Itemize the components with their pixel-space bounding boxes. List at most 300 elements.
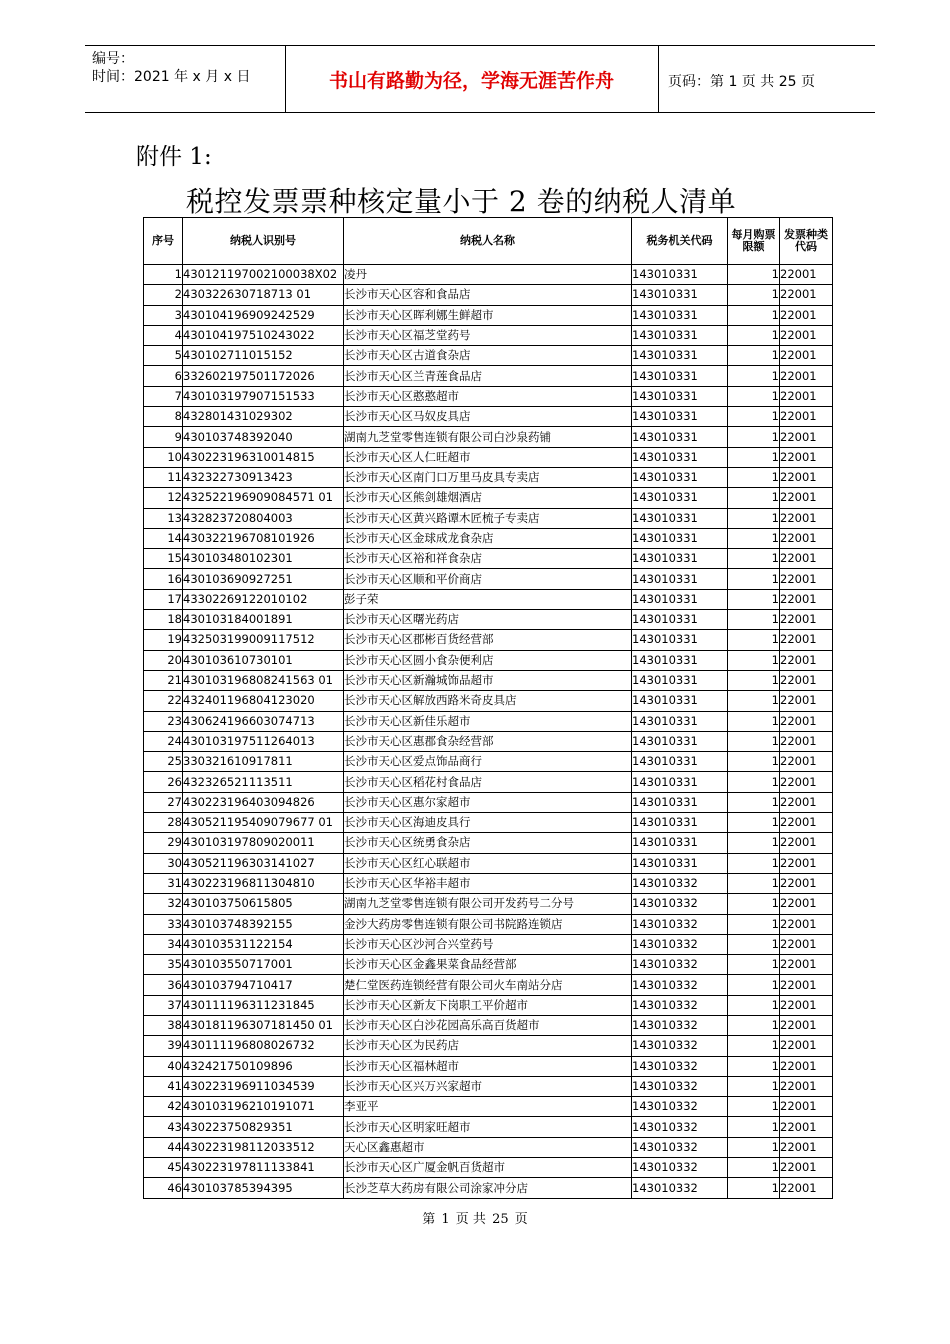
cell-monthly-limit: 1 (728, 630, 780, 650)
table-row (144, 1076, 833, 1096)
cell-seq: 10 (144, 447, 183, 467)
cell-invoice-type: 22001 (780, 873, 833, 893)
cell-seq: 37 (144, 995, 183, 1015)
cell-taxpayer-id: 432326521113511 (183, 772, 344, 792)
cell-invoice-type: 22001 (780, 833, 833, 853)
footer-prefix: 第 (422, 1212, 436, 1227)
cell-monthly-limit: 1 (728, 1137, 780, 1157)
table-row (144, 427, 833, 447)
cell-seq: 3 (144, 305, 183, 325)
cell-monthly-limit: 1 (728, 1056, 780, 1076)
cell-tax-office-code: 143010331 (632, 833, 728, 853)
table-row (144, 1178, 833, 1198)
cell-taxpayer-name: 长沙市天心区为民药店 (344, 1036, 632, 1056)
cell-taxpayer-name: 长沙市天心区兴万兴家超市 (344, 1076, 632, 1096)
cell-seq: 23 (144, 711, 183, 731)
cell-monthly-limit: 1 (728, 914, 780, 934)
cell-monthly-limit: 1 (728, 467, 780, 487)
cell-taxpayer-id: 432801431029302 (183, 407, 344, 427)
cell-tax-office-code: 143010332 (632, 995, 728, 1015)
cell-tax-office-code: 143010331 (632, 569, 728, 589)
cell-invoice-type: 22001 (780, 569, 833, 589)
cell-taxpayer-name: 长沙市天心区稻花村食品店 (344, 772, 632, 792)
cell-monthly-limit: 1 (728, 752, 780, 772)
page-footer (0, 1208, 950, 1227)
cell-taxpayer-name: 长沙市天心区白沙花园高乐高百货超市 (344, 1015, 632, 1035)
cell-seq: 44 (144, 1137, 183, 1157)
cell-tax-office-code: 143010332 (632, 1097, 728, 1117)
cell-seq: 43 (144, 1117, 183, 1137)
cell-taxpayer-name: 长沙市天心区晖利娜生鲜超市 (344, 305, 632, 325)
cell-tax-office-code: 143010331 (632, 630, 728, 650)
cell-invoice-type: 22001 (780, 386, 833, 406)
cell-seq: 18 (144, 610, 183, 630)
cell-monthly-limit: 1 (728, 1015, 780, 1035)
cell-taxpayer-name: 长沙市天心区明家旺超市 (344, 1117, 632, 1137)
cell-taxpayer-id: 430223196911034539 (183, 1076, 344, 1096)
cell-monthly-limit: 1 (728, 995, 780, 1015)
cell-taxpayer-id: 430223750829351 (183, 1117, 344, 1137)
table-row (144, 488, 833, 508)
cell-taxpayer-name: 长沙市天心区憨憨超市 (344, 386, 632, 406)
col-header-invoice-type: 发票种类代码 (780, 218, 833, 265)
cell-tax-office-code: 143010331 (632, 386, 728, 406)
cell-seq: 26 (144, 772, 183, 792)
cell-taxpayer-id: 430103197809020011 (183, 833, 344, 853)
cell-taxpayer-id: 430624196603074713 (183, 711, 344, 731)
table-row (144, 589, 833, 609)
cell-tax-office-code: 143010332 (632, 1137, 728, 1157)
cell-taxpayer-name: 长沙市天心区黄兴路谭木匠梳子专卖店 (344, 508, 632, 528)
table-row (144, 1036, 833, 1056)
cell-monthly-limit: 1 (728, 670, 780, 690)
table-row (144, 894, 833, 914)
table-row (144, 934, 833, 954)
cell-tax-office-code: 143010331 (632, 772, 728, 792)
table-row (144, 1015, 833, 1035)
cell-invoice-type: 22001 (780, 488, 833, 508)
cell-seq: 41 (144, 1076, 183, 1096)
cell-tax-office-code: 143010331 (632, 792, 728, 812)
cell-invoice-type: 22001 (780, 508, 833, 528)
cell-taxpayer-id: 430103184001891 (183, 610, 344, 630)
cell-seq: 31 (144, 873, 183, 893)
table-row (144, 1137, 833, 1157)
table-header-row (144, 218, 833, 265)
cell-taxpayer-name: 长沙市天心区金鑫果菜食品经营部 (344, 955, 632, 975)
cell-tax-office-code: 143010331 (632, 366, 728, 386)
cell-seq: 7 (144, 386, 183, 406)
cell-seq: 25 (144, 752, 183, 772)
cell-monthly-limit: 1 (728, 285, 780, 305)
cell-invoice-type: 22001 (780, 934, 833, 954)
cell-tax-office-code: 143010331 (632, 488, 728, 508)
cell-tax-office-code: 143010331 (632, 305, 728, 325)
col-header-taxpayer-id: 纳税人识别号 (183, 218, 344, 265)
cell-tax-office-code: 143010331 (632, 508, 728, 528)
table-row (144, 792, 833, 812)
document-time-label: 时间：2021 年 x 月 x 日 (92, 69, 251, 85)
cell-seq: 1 (144, 265, 183, 285)
cell-tax-office-code: 143010331 (632, 691, 728, 711)
cell-taxpayer-name: 长沙市天心区红心联超市 (344, 853, 632, 873)
table-row (144, 1117, 833, 1137)
cell-taxpayer-name: 湖南九芝堂零售连锁有限公司白沙泉药铺 (344, 427, 632, 447)
cell-seq: 5 (144, 346, 183, 366)
cell-taxpayer-id: 430111196311231845 (183, 995, 344, 1015)
cell-taxpayer-name: 金沙大药房零售连锁有限公司书院路连锁店 (344, 914, 632, 934)
table-row (144, 508, 833, 528)
cell-monthly-limit: 1 (728, 731, 780, 751)
cell-tax-office-code: 143010332 (632, 1036, 728, 1056)
cell-monthly-limit: 1 (728, 833, 780, 853)
table-row (144, 305, 833, 325)
table-row (144, 569, 833, 589)
cell-invoice-type: 22001 (780, 691, 833, 711)
cell-invoice-type: 22001 (780, 549, 833, 569)
cell-invoice-type: 22001 (780, 975, 833, 995)
cell-monthly-limit: 1 (728, 265, 780, 285)
cell-seq: 35 (144, 955, 183, 975)
cell-monthly-limit: 1 (728, 772, 780, 792)
table-row (144, 366, 833, 386)
cell-taxpayer-id: 430103480102301 (183, 549, 344, 569)
cell-seq: 29 (144, 833, 183, 853)
cell-invoice-type: 22001 (780, 325, 833, 345)
footer-total-pages: 25 (492, 1212, 509, 1227)
cell-invoice-type: 22001 (780, 670, 833, 690)
header-page-info: 页码：第 1 页 共 25 页 (668, 74, 815, 90)
cell-taxpayer-name: 长沙市天心区爱点饰品商行 (344, 752, 632, 772)
table-row (144, 1097, 833, 1117)
cell-monthly-limit: 1 (728, 1076, 780, 1096)
cell-taxpayer-name: 长沙市天心区统勇食杂店 (344, 833, 632, 853)
cell-invoice-type: 22001 (780, 1056, 833, 1076)
table-body (144, 265, 833, 1199)
cell-seq: 27 (144, 792, 183, 812)
cell-invoice-type: 22001 (780, 894, 833, 914)
col-header-taxpayer-name: 纳税人名称 (344, 218, 632, 265)
cell-invoice-type: 22001 (780, 467, 833, 487)
cell-taxpayer-id: 430104197510243022 (183, 325, 344, 345)
cell-taxpayer-id: 430223198112033512 (183, 1137, 344, 1157)
cell-taxpayer-name: 长沙市天心区惠尔家超市 (344, 792, 632, 812)
cell-taxpayer-id: 432522196909084571 01 (183, 488, 344, 508)
cell-seq: 46 (144, 1178, 183, 1198)
table-row (144, 265, 833, 285)
cell-tax-office-code: 143010332 (632, 955, 728, 975)
table-row (144, 650, 833, 670)
cell-invoice-type: 22001 (780, 995, 833, 1015)
cell-taxpayer-id: 432401196804123020 (183, 691, 344, 711)
table-row (144, 752, 833, 772)
cell-taxpayer-name: 长沙市天心区金球成龙食杂店 (344, 528, 632, 548)
table-row (144, 285, 833, 305)
cell-taxpayer-id: 430102711015152 (183, 346, 344, 366)
cell-tax-office-code: 143010331 (632, 752, 728, 772)
header-divider-right (658, 45, 659, 112)
taxpayer-table (143, 217, 833, 1199)
cell-taxpayer-id: 430103550717001 (183, 955, 344, 975)
cell-tax-office-code: 143010332 (632, 894, 728, 914)
cell-seq: 9 (144, 427, 183, 447)
cell-monthly-limit: 1 (728, 1097, 780, 1117)
cell-seq: 39 (144, 1036, 183, 1056)
cell-invoice-type: 22001 (780, 610, 833, 630)
cell-monthly-limit: 1 (728, 1117, 780, 1137)
table-row (144, 731, 833, 751)
cell-taxpayer-name: 楚仁堂医药连锁经营有限公司火车南站分店 (344, 975, 632, 995)
cell-taxpayer-id: 430121197002100038X02 (183, 265, 344, 285)
cell-invoice-type: 22001 (780, 914, 833, 934)
table-row (144, 610, 833, 630)
cell-taxpayer-name: 长沙市天心区古道食杂店 (344, 346, 632, 366)
cell-invoice-type: 22001 (780, 650, 833, 670)
cell-seq: 8 (144, 407, 183, 427)
cell-taxpayer-id: 430103748392040 (183, 427, 344, 447)
cell-monthly-limit: 1 (728, 508, 780, 528)
cell-seq: 32 (144, 894, 183, 914)
cell-taxpayer-id: 430223196310014815 (183, 447, 344, 467)
cell-taxpayer-name: 长沙市天心区福林超市 (344, 1056, 632, 1076)
cell-invoice-type: 22001 (780, 1015, 833, 1035)
cell-invoice-type: 22001 (780, 589, 833, 609)
cell-taxpayer-name: 长沙市天心区新佳乐超市 (344, 711, 632, 731)
cell-tax-office-code: 143010331 (632, 407, 728, 427)
cell-taxpayer-id: 430111196808026732 (183, 1036, 344, 1056)
cell-taxpayer-name: 长沙市天心区容和食品店 (344, 285, 632, 305)
cell-taxpayer-name: 长沙市天心区郡彬百货经营部 (344, 630, 632, 650)
col-header-tax-office-code: 税务机关代码 (632, 218, 728, 265)
cell-invoice-type: 22001 (780, 1117, 833, 1137)
cell-invoice-type: 22001 (780, 528, 833, 548)
cell-seq: 21 (144, 670, 183, 690)
cell-invoice-type: 22001 (780, 1097, 833, 1117)
cell-tax-office-code: 143010331 (632, 711, 728, 731)
cell-monthly-limit: 1 (728, 711, 780, 731)
cell-taxpayer-id: 430181196307181450 01 (183, 1015, 344, 1035)
document-number-label: 编号： (92, 51, 134, 67)
cell-taxpayer-id: 430103610730101 (183, 650, 344, 670)
cell-invoice-type: 22001 (780, 407, 833, 427)
header-motto: 书山有路勤为径，学海无涯苦作舟 (328, 70, 614, 92)
cell-tax-office-code: 143010332 (632, 1178, 728, 1198)
cell-taxpayer-name: 长沙市天心区惠郡食杂经营部 (344, 731, 632, 751)
table-row (144, 447, 833, 467)
cell-taxpayer-id: 430223197811133841 (183, 1158, 344, 1178)
table-row (144, 691, 833, 711)
cell-invoice-type: 22001 (780, 1158, 833, 1178)
cell-tax-office-code: 143010332 (632, 1056, 728, 1076)
table-row (144, 528, 833, 548)
cell-monthly-limit: 1 (728, 407, 780, 427)
cell-taxpayer-id: 430322196708101926 (183, 528, 344, 548)
cell-monthly-limit: 1 (728, 873, 780, 893)
cell-tax-office-code: 143010332 (632, 873, 728, 893)
cell-monthly-limit: 1 (728, 386, 780, 406)
cell-invoice-type: 22001 (780, 285, 833, 305)
cell-monthly-limit: 1 (728, 569, 780, 589)
cell-taxpayer-name: 长沙市天心区马奴皮具店 (344, 407, 632, 427)
cell-seq: 19 (144, 630, 183, 650)
cell-taxpayer-id: 432421750109896 (183, 1056, 344, 1076)
cell-taxpayer-name: 长沙市天心区人仁旺超市 (344, 447, 632, 467)
cell-taxpayer-id: 430521195409079677 01 (183, 813, 344, 833)
cell-seq: 20 (144, 650, 183, 670)
table-row (144, 407, 833, 427)
cell-invoice-type: 22001 (780, 427, 833, 447)
cell-taxpayer-name: 长沙市天心区南门口万里马皮具专卖店 (344, 467, 632, 487)
cell-invoice-type: 22001 (780, 752, 833, 772)
cell-invoice-type: 22001 (780, 630, 833, 650)
table-row (144, 975, 833, 995)
cell-taxpayer-name: 长沙市天心区新友下岗职工平价超市 (344, 995, 632, 1015)
cell-taxpayer-id: 430103197907151533 (183, 386, 344, 406)
cell-taxpayer-name: 长沙市天心区华裕丰超市 (344, 873, 632, 893)
cell-taxpayer-name: 长沙市天心区福芝堂药号 (344, 325, 632, 345)
col-header-monthly-limit: 每月购票限额 (728, 218, 780, 265)
cell-monthly-limit: 1 (728, 955, 780, 975)
cell-taxpayer-id: 430103794710417 (183, 975, 344, 995)
cell-taxpayer-name: 长沙市天心区曙光药店 (344, 610, 632, 630)
cell-taxpayer-id: 430103531122154 (183, 934, 344, 954)
cell-taxpayer-name: 天心区鑫惠超市 (344, 1137, 632, 1157)
cell-taxpayer-name: 长沙市天心区顺和平价商店 (344, 569, 632, 589)
cell-seq: 17 (144, 589, 183, 609)
cell-invoice-type: 22001 (780, 772, 833, 792)
cell-monthly-limit: 1 (728, 650, 780, 670)
cell-invoice-type: 22001 (780, 711, 833, 731)
cell-taxpayer-name: 凌丹 (344, 265, 632, 285)
cell-taxpayer-name: 长沙市天心区海迪皮具行 (344, 813, 632, 833)
cell-taxpayer-id: 430104196909242529 (183, 305, 344, 325)
cell-monthly-limit: 1 (728, 610, 780, 630)
cell-taxpayer-name: 长沙市天心区兰青莲食品店 (344, 366, 632, 386)
cell-monthly-limit: 1 (728, 325, 780, 345)
table-row (144, 955, 833, 975)
cell-taxpayer-name: 彭子荣 (344, 589, 632, 609)
cell-taxpayer-id: 432823720804003 (183, 508, 344, 528)
cell-taxpayer-name: 湖南九芝堂零售连锁有限公司开发药号二分号 (344, 894, 632, 914)
cell-monthly-limit: 1 (728, 366, 780, 386)
cell-monthly-limit: 1 (728, 488, 780, 508)
cell-tax-office-code: 143010331 (632, 813, 728, 833)
cell-tax-office-code: 143010332 (632, 1117, 728, 1137)
cell-seq: 2 (144, 285, 183, 305)
cell-taxpayer-name: 长沙市天心区熊剑雄烟酒店 (344, 488, 632, 508)
cell-monthly-limit: 1 (728, 813, 780, 833)
header-top-rule (85, 45, 875, 46)
cell-taxpayer-id: 430322630718713 01 (183, 285, 344, 305)
cell-tax-office-code: 143010331 (632, 670, 728, 690)
cell-taxpayer-id: 430103197511264013 (183, 731, 344, 751)
col-header-seq: 序号 (144, 218, 183, 265)
header-bottom-rule (85, 112, 875, 113)
cell-tax-office-code: 143010331 (632, 650, 728, 670)
cell-seq: 34 (144, 934, 183, 954)
cell-invoice-type: 22001 (780, 265, 833, 285)
cell-seq: 38 (144, 1015, 183, 1035)
cell-tax-office-code: 143010331 (632, 731, 728, 751)
cell-taxpayer-name: 长沙芝草大药房有限公司涂家冲分店 (344, 1178, 632, 1198)
cell-taxpayer-id: 430103748392155 (183, 914, 344, 934)
table-row (144, 873, 833, 893)
cell-invoice-type: 22001 (780, 813, 833, 833)
cell-seq: 24 (144, 731, 183, 751)
table-row (144, 914, 833, 934)
cell-monthly-limit: 1 (728, 934, 780, 954)
cell-taxpayer-name: 长沙市天心区圆小食杂便利店 (344, 650, 632, 670)
cell-tax-office-code: 143010332 (632, 1015, 728, 1035)
cell-invoice-type: 22001 (780, 305, 833, 325)
cell-monthly-limit: 1 (728, 1036, 780, 1056)
cell-invoice-type: 22001 (780, 955, 833, 975)
cell-taxpayer-id: 430103750615805 (183, 894, 344, 914)
cell-seq: 6 (144, 366, 183, 386)
cell-monthly-limit: 1 (728, 346, 780, 366)
cell-seq: 30 (144, 853, 183, 873)
cell-tax-office-code: 143010331 (632, 427, 728, 447)
cell-seq: 45 (144, 1158, 183, 1178)
cell-taxpayer-id: 430223196403094826 (183, 792, 344, 812)
cell-tax-office-code: 143010332 (632, 914, 728, 934)
cell-seq: 22 (144, 691, 183, 711)
cell-taxpayer-name: 长沙市天心区裕和祥食杂店 (344, 549, 632, 569)
cell-tax-office-code: 143010332 (632, 1158, 728, 1178)
table-row (144, 995, 833, 1015)
cell-taxpayer-name: 长沙市天心区广厦金帆百货超市 (344, 1158, 632, 1178)
cell-invoice-type: 22001 (780, 731, 833, 751)
cell-invoice-type: 22001 (780, 1137, 833, 1157)
attachment-label: 附件 1: (136, 144, 212, 170)
cell-taxpayer-id: 430103196808241563 01 (183, 670, 344, 690)
cell-seq: 12 (144, 488, 183, 508)
table-row (144, 346, 833, 366)
cell-tax-office-code: 143010332 (632, 1076, 728, 1096)
cell-invoice-type: 22001 (780, 1178, 833, 1198)
cell-tax-office-code: 143010331 (632, 325, 728, 345)
cell-taxpayer-id: 330321610917811 (183, 752, 344, 772)
cell-tax-office-code: 143010331 (632, 589, 728, 609)
cell-monthly-limit: 1 (728, 691, 780, 711)
cell-tax-office-code: 143010331 (632, 853, 728, 873)
cell-invoice-type: 22001 (780, 1076, 833, 1096)
cell-monthly-limit: 1 (728, 1178, 780, 1198)
footer-middle: 页 共 (455, 1212, 486, 1227)
cell-invoice-type: 22001 (780, 1036, 833, 1056)
cell-tax-office-code: 143010331 (632, 528, 728, 548)
cell-tax-office-code: 143010331 (632, 610, 728, 630)
cell-monthly-limit: 1 (728, 894, 780, 914)
cell-taxpayer-name: 李亚平 (344, 1097, 632, 1117)
cell-monthly-limit: 1 (728, 427, 780, 447)
table-row (144, 670, 833, 690)
cell-monthly-limit: 1 (728, 589, 780, 609)
cell-monthly-limit: 1 (728, 528, 780, 548)
cell-monthly-limit: 1 (728, 975, 780, 995)
table-row (144, 386, 833, 406)
cell-tax-office-code: 143010332 (632, 934, 728, 954)
cell-taxpayer-id: 430103785394395 (183, 1178, 344, 1198)
cell-taxpayer-id: 430223196811304810 (183, 873, 344, 893)
table-row (144, 772, 833, 792)
cell-taxpayer-id: 332602197501172026 (183, 366, 344, 386)
table-row (144, 813, 833, 833)
table-row (144, 325, 833, 345)
cell-taxpayer-id: 430521196303141027 (183, 853, 344, 873)
cell-monthly-limit: 1 (728, 853, 780, 873)
cell-invoice-type: 22001 (780, 447, 833, 467)
